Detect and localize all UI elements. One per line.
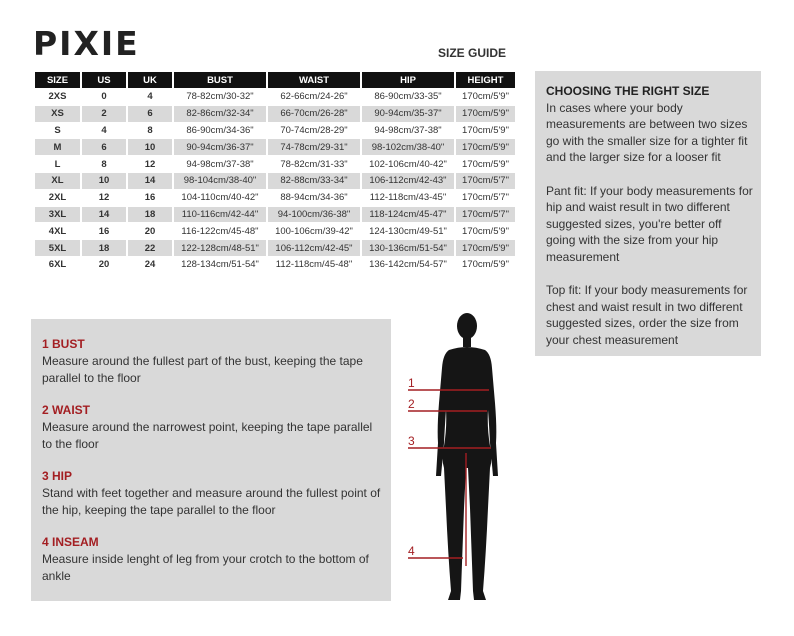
cell-hip: 124-130cm/49-51" (369, 225, 447, 237)
cell-bust: 90-94cm/36-37" (174, 139, 266, 155)
cell-size: XS (35, 106, 80, 122)
cell-height: 170cm/5'9" (462, 259, 509, 271)
cell-bust: 110-116cm/42-44" (174, 207, 266, 223)
cell-height: 170cm/5'7" (456, 207, 515, 223)
cell-waist: 100-106cm/39-42" (275, 225, 353, 237)
top-fit-text: Top fit: If your body measurements for chest and waist result in two different suggested sizes, order the size from your chest measurement (546, 283, 748, 347)
cell-size: 3XL (35, 207, 80, 223)
table-row (35, 223, 515, 239)
table-row (35, 106, 515, 122)
cell-waist: 82-88cm/33-34" (268, 173, 360, 189)
cell-us: 4 (101, 124, 107, 136)
choosing-heading: CHOOSING THE RIGHT SIZE (546, 84, 710, 98)
cell-hip: 94-98cm/37-38" (374, 124, 442, 136)
cell-us: 18 (82, 240, 126, 256)
cell-uk: 4 (147, 91, 153, 103)
cell-size: 2XS (48, 91, 67, 103)
cell-size: 5XL (35, 240, 80, 256)
cell-us: 20 (98, 259, 110, 271)
cell-us: 2 (82, 106, 126, 122)
header-bust: BUST (174, 72, 266, 88)
cell-waist: 62-66cm/24-26" (280, 91, 348, 103)
figure-label-hip: 3 (408, 434, 415, 448)
header-waist: WAIST (268, 72, 360, 88)
cell-hip: 118-124cm/45-47" (362, 207, 454, 223)
cell-us: 0 (101, 91, 107, 103)
table-row (35, 173, 515, 189)
cell-bust: 116-122cm/45-48" (181, 225, 259, 237)
cell-waist: 78-82cm/31-33" (280, 158, 348, 170)
cell-height: 170cm/5'9" (462, 225, 509, 237)
cell-hip: 98-102cm/38-40" (362, 139, 454, 155)
cell-uk: 12 (144, 158, 156, 170)
cell-size: XL (35, 173, 80, 189)
cell-height: 170cm/5'9" (462, 158, 509, 170)
cell-waist: 106-112cm/42-45" (268, 240, 360, 256)
waist-title: 2 WAIST (42, 403, 91, 417)
cell-waist: 74-78cm/29-31" (268, 139, 360, 155)
body-silhouette-figure (400, 308, 510, 608)
page-title: SIZE GUIDE (438, 46, 507, 60)
cell-uk: 24 (144, 259, 156, 271)
cell-waist: 70-74cm/28-29" (280, 124, 348, 136)
inseam-title: 4 INSEAM (42, 535, 99, 549)
inseam-text: Measure inside lenght of leg from your crotch to the bottom of ankle (42, 552, 369, 583)
cell-waist: 66-70cm/26-28" (268, 106, 360, 122)
table-row (35, 89, 515, 105)
cell-hip: 130-136cm/51-54" (362, 240, 454, 256)
table-row (35, 190, 515, 206)
hip-text: Stand with feet together and measure around the fullest point of the hip, keeping the tape parallel to the floor (42, 486, 381, 517)
cell-size: 6XL (48, 259, 67, 271)
size-table-header-row (35, 72, 515, 88)
cell-us: 10 (82, 173, 126, 189)
table-row (35, 139, 515, 155)
cell-us: 14 (82, 207, 126, 223)
cell-size: M (35, 139, 80, 155)
cell-bust: 82-86cm/32-34" (174, 106, 266, 122)
figure-label-bust: 1 (408, 376, 415, 390)
table-row (35, 240, 515, 256)
silhouette-icon (436, 313, 498, 600)
choosing-size-panel (535, 71, 761, 356)
cell-uk: 22 (128, 240, 172, 256)
cell-uk: 20 (144, 225, 156, 237)
bust-title: 1 BUST (42, 337, 85, 351)
cell-height: 170cm/5'7" (462, 192, 509, 204)
brand-logo: PIXIE (33, 24, 140, 63)
choosing-intro: In cases where your body measurements are between two sizes go with the smaller size for a tighter fit and the larger size for a looser fit (546, 100, 748, 165)
cell-bust: 122-128cm/48-51" (174, 240, 266, 256)
cell-waist: 94-100cm/36-38" (268, 207, 360, 223)
cell-size: 2XL (48, 192, 67, 204)
table-row (35, 207, 515, 223)
cell-bust: 98-104cm/38-40" (174, 173, 266, 189)
header-uk: UK (128, 72, 172, 88)
cell-bust: 94-98cm/37-38" (186, 158, 254, 170)
table-row (35, 156, 515, 172)
waist-text: Measure around the narrowest point, keeping the tape parallel to the floor (42, 420, 373, 451)
cell-uk: 18 (128, 207, 172, 223)
header-us: US (82, 72, 126, 88)
cell-waist: 112-118cm/45-48" (275, 259, 353, 271)
cell-hip: 90-94cm/35-37" (362, 106, 454, 122)
cell-bust: 128-134cm/51-54" (181, 259, 259, 271)
table-row (35, 123, 515, 139)
cell-hip: 86-90cm/33-35" (374, 91, 442, 103)
measurement-instructions-panel (31, 319, 391, 601)
cell-uk: 8 (147, 124, 153, 136)
cell-us: 12 (98, 192, 110, 204)
figure-label-waist: 2 (408, 397, 415, 411)
cell-bust: 78-82cm/30-32" (186, 91, 254, 103)
cell-hip: 106-112cm/42-43" (362, 173, 454, 189)
pant-fit-text: Pant fit: If your body measurements for hip and waist result in two different suggested sizes, you're better off going with the size from your hip measurement (546, 183, 753, 264)
cell-hip: 136-142cm/54-57" (369, 259, 447, 271)
cell-height: 170cm/5'9" (456, 240, 515, 256)
cell-hip: 102-106cm/40-42" (369, 158, 447, 170)
header-size: SIZE (35, 72, 80, 88)
size-table (33, 71, 517, 274)
cell-us: 8 (101, 158, 107, 170)
cell-hip: 112-118cm/43-45" (369, 192, 447, 204)
cell-us: 16 (98, 225, 110, 237)
hip-title: 3 HIP (42, 469, 73, 483)
cell-bust: 86-90cm/34-36" (186, 124, 254, 136)
header-hip: HIP (362, 72, 454, 88)
bust-text: Measure around the fullest part of the bust, keeping the tape parallel to the floor (42, 354, 363, 385)
cell-size: 4XL (48, 225, 67, 237)
cell-bust: 104-110cm/40-42" (181, 192, 259, 204)
cell-height: 170cm/5'9" (456, 106, 515, 122)
table-row (35, 257, 515, 273)
cell-uk: 10 (128, 139, 172, 155)
cell-height: 170cm/5'9" (456, 139, 515, 155)
cell-uk: 14 (128, 173, 172, 189)
header-height: HEIGHT (456, 72, 515, 88)
cell-height: 170cm/5'7" (456, 173, 515, 189)
cell-us: 6 (82, 139, 126, 155)
cell-height: 170cm/5'9" (462, 124, 509, 136)
cell-uk: 16 (144, 192, 156, 204)
cell-waist: 88-94cm/34-36" (280, 192, 348, 204)
cell-size: S (54, 124, 61, 136)
cell-size: L (54, 158, 61, 170)
cell-height: 170cm/5'9" (462, 91, 509, 103)
figure-label-inseam: 4 (408, 544, 415, 558)
cell-uk: 6 (128, 106, 172, 122)
